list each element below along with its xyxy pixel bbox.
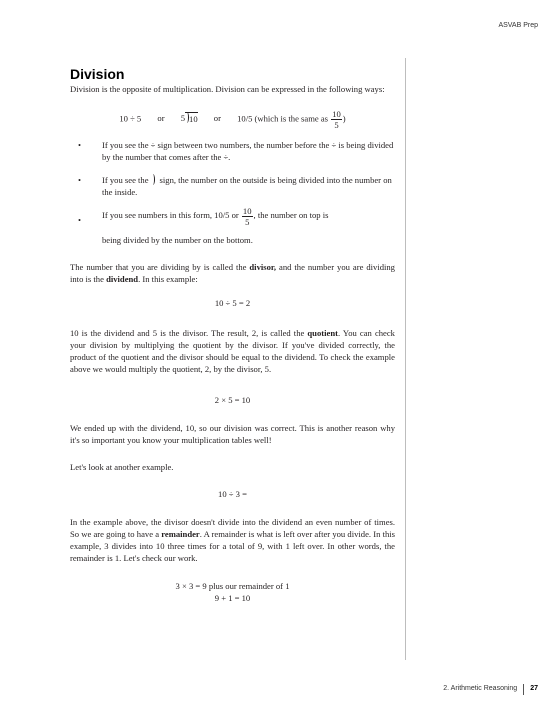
- remainder-paragraph: [70, 516, 395, 564]
- bullet-list: [70, 139, 395, 246]
- bullet-dot-icon: •: [78, 140, 82, 150]
- quotient-paragraph: [70, 327, 395, 375]
- paragraph-text: . A remainder is what is left over after you divide. In this example, 3 divides into 10 three times for a total of 9, with 1 left over. In other words, the remainder is 1. Let's check our work.: [70, 528, 395, 563]
- another-example-paragraph: Let's look at another example.: [70, 461, 174, 472]
- fraction-denominator: 5: [245, 216, 250, 227]
- equation: 3 × 3 = 9 plus our remainder of 1: [175, 580, 290, 591]
- long-division-bracket-icon: [185, 112, 198, 125]
- footer-divider: [523, 684, 524, 695]
- fraction-denominator: 5: [334, 120, 339, 130]
- page-footer: [443, 683, 538, 695]
- check-paragraph: We ended up with the dividend, 10, so our division was correct. This is another reason why it's so important you know your multiplication tables well!: [70, 422, 395, 445]
- equation: 2 × 5 = 10: [214, 394, 251, 405]
- division-bracket-icon: [151, 174, 155, 185]
- term-remainder: remainder: [161, 528, 200, 539]
- page-number: 27: [530, 685, 538, 692]
- margin-rule: [405, 58, 406, 660]
- form-division-sign: 10 ÷ 5: [119, 113, 142, 124]
- equation: 10 ÷ 5 = 2: [214, 297, 251, 308]
- equation: 10 ÷ 3 =: [218, 488, 247, 499]
- fraction: [242, 206, 253, 227]
- bullet-text: , the number on top is: [253, 210, 329, 220]
- division-forms: [70, 109, 395, 130]
- paragraph-text: 10 is the dividend and 5 is the divisor. The result, 2, is called the: [70, 327, 305, 338]
- bullet-dot-icon: •: [78, 215, 82, 225]
- list-item: [70, 139, 395, 163]
- paragraph-text: In the example above, the divisor doesn't divide into the dividend an even number of times. So we are going to have a: [70, 516, 395, 539]
- divisor-paragraph: [70, 261, 395, 285]
- fraction-numerator: 10: [242, 205, 252, 216]
- bullet-text: If you see numbers in this form, 10/5 or: [102, 210, 239, 220]
- fraction-numerator: 10: [332, 109, 341, 119]
- intro-paragraph: Division is the opposite of multiplication. Division can be expressed in the following ways:: [70, 84, 385, 94]
- list-item: [70, 174, 395, 198]
- paragraph-text: . You can check your division by multiplying the quotient by the divisor. If you've divided correctly, the product of the quotient and the divisor should be equal to the dividend. To check the example above we would multiply the quotient, 2, by the divisor, 5.: [70, 327, 395, 374]
- fraction: [331, 109, 342, 130]
- long-division-form: [181, 112, 198, 125]
- bullet-line: [102, 204, 395, 227]
- bullet-text: If you see the ÷ sign between two numbers, the number before the ÷ is being divided by the number that comes after the ÷.: [102, 140, 394, 162]
- paragraph-text: . In this example:: [138, 273, 198, 284]
- long-division-divisor: 5: [180, 113, 186, 124]
- form-close-paren: ): [342, 113, 346, 124]
- term-dividend: dividend: [106, 273, 139, 284]
- or-label: or: [157, 113, 165, 124]
- section-title: Division: [70, 66, 125, 82]
- chapter-label: 2. Arithmetic Reasoning: [443, 685, 518, 692]
- bullet-dot-icon: •: [78, 175, 82, 185]
- list-item: [70, 204, 395, 246]
- long-division-dividend: 10: [189, 114, 198, 125]
- term-divisor: divisor,: [249, 261, 277, 272]
- bullet-text: being divided by the number on the bottom.: [102, 234, 253, 245]
- equation: 9 + 1 = 10: [214, 592, 251, 603]
- bullet-text: sign, the number on the outside is being divided into the number on the inside.: [102, 175, 392, 197]
- term-quotient: quotient: [307, 327, 338, 338]
- paragraph-text: The number that you are dividing by is called the: [70, 261, 247, 272]
- paragraph-text: and the number you are dividing into is the: [70, 261, 395, 284]
- running-head: ASVAB Prep: [498, 22, 538, 29]
- page-content: [70, 66, 395, 604]
- bullet-text: If you see the: [102, 175, 149, 185]
- or-label: or: [213, 113, 221, 124]
- form-slash-text: 10/5 (which is the same as: [237, 113, 329, 124]
